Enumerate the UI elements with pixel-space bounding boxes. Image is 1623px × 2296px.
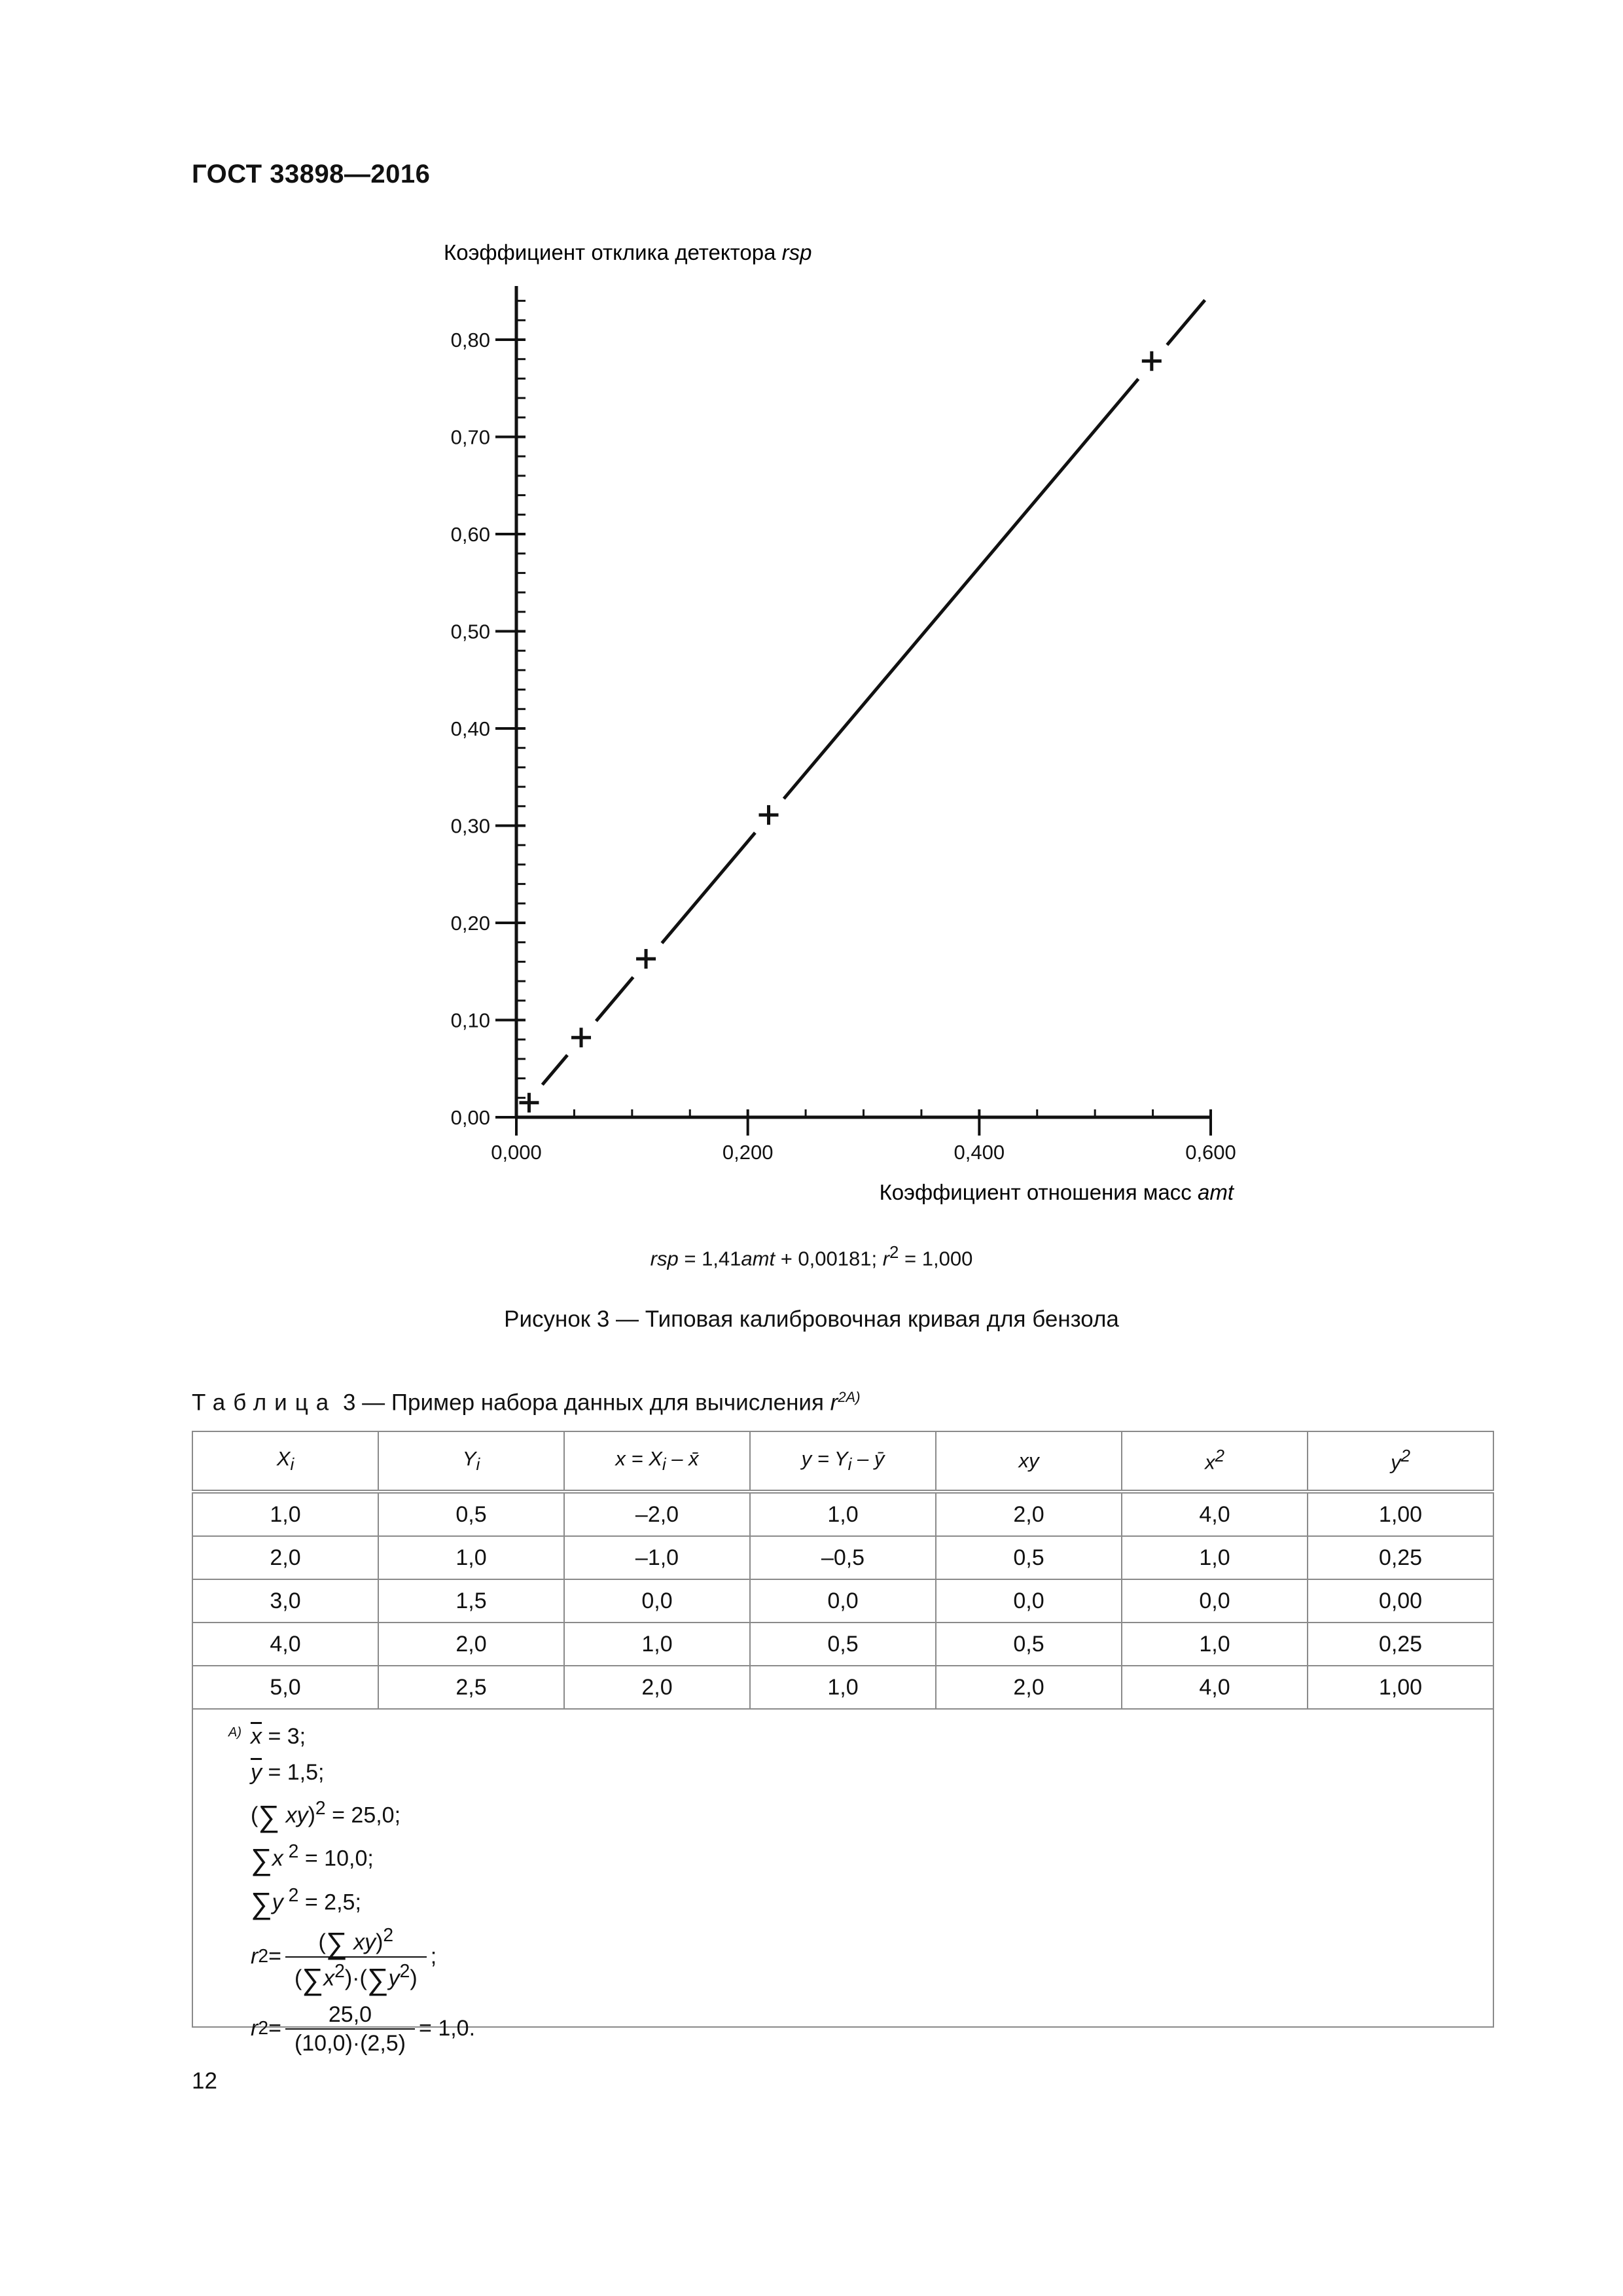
table-footnote [192,1709,1493,2056]
fit-line-segment [662,833,755,943]
table-row [192,1623,1493,1666]
table-cell: 0,0 [750,1579,936,1623]
x-tick-label: 0,000 [491,1141,542,1164]
data-table [192,1431,1494,2056]
table-cell: 0,0 [936,1579,1122,1623]
table-cell: 2,0 [192,1536,378,1579]
y-tick-label: 0,60 [450,523,490,546]
table-cell: 1,0 [750,1666,936,1709]
table-cell: 1,5 [378,1579,564,1623]
y-tick-label: 0,70 [450,425,490,449]
chart-axes [451,286,1236,1164]
x-tick-label: 0,600 [1185,1141,1236,1164]
footnote-sum-y2: ∑y $^2$ = 2,5; [251,1884,361,1920]
column-header: $y = Y_i$ – ȳ [750,1431,936,1492]
table-cell: 0,5 [378,1492,564,1536]
footnote-mean-y: $\overline{y} = 1,5$; [251,1760,325,1785]
data-point [636,949,656,969]
figure-caption: Рисунок 3 — Типовая калибровочная кривая для бензола [504,1306,1119,1332]
data-point [519,1093,539,1113]
table-cell: 1,0 [750,1492,936,1536]
y-tick-label: 0,00 [450,1106,490,1129]
x-axis-label: Коэффициент отношения масс amt [879,1180,1234,1204]
y-axis-label: Коэффициент отклика детектора rsp [444,240,812,264]
data-point [1142,351,1162,371]
table-cell: –1,0 [564,1536,750,1579]
x-tick-label: 0,200 [722,1141,774,1164]
fit-line-segment [596,977,633,1021]
table-cell: 1,0 [378,1536,564,1579]
table-row [192,1666,1493,1709]
table-cell: –2,0 [564,1492,750,1536]
column-header: $y^2$ [1308,1431,1493,1492]
table-cell: 0,00 [1308,1579,1493,1623]
table-row [192,1536,1493,1579]
footnote-r2-result: r 2 = $\frac{25,0}{(10,0)\cdot(2,5)}$ = 1,0. [251,2001,476,2056]
table-cell: 5,0 [192,1666,378,1709]
table-cell: 2,0 [564,1666,750,1709]
table-cell: 0,0 [1122,1579,1308,1623]
page-number: 12 [192,2068,217,2094]
table-cell: 0,0 [564,1579,750,1623]
fit-line-segment [784,379,1139,798]
y-tick-label: 0,40 [450,717,490,740]
y-tick-label: 0,20 [450,912,490,935]
table-cell: 4,0 [1122,1492,1308,1536]
table-cell: 1,0 [192,1492,378,1536]
footnote-mark: А) [228,1725,241,1740]
table-cell: 0,25 [1308,1623,1493,1666]
regression-equation: rsp = 1,41amt + 0,00181; $r^2 = 1,000$ [650,1244,973,1270]
table-cell: 0,5 [750,1623,936,1666]
fit-line-segment [1167,300,1205,345]
table-cell: 2,0 [936,1492,1122,1536]
table-footnote-row [192,1709,1493,2027]
table-row [192,1492,1493,1536]
data-point [571,1028,591,1047]
table-cell: 3,0 [192,1579,378,1623]
table-cell: 1,0 [1122,1623,1308,1666]
data-point [758,805,778,825]
footnote-mean-x: $\overline{x} = 3$; [251,1724,306,1749]
column-header: $Y_i$ [378,1431,564,1492]
table-cell: 1,0 [1122,1536,1308,1579]
x-tick-label: 0,400 [954,1141,1005,1164]
document-code-header: ГОСТ 33898—2016 [192,160,431,188]
table-title: Таблица 3 — Пример набора данных для вычисления $r^{2А)}$ [192,1389,861,1416]
y-tick-label: 0,30 [450,814,490,838]
table-cell: 2,0 [936,1666,1122,1709]
footnote-r2-formula: r 2 = $\frac{(\sum xy)^2}{(\sum x^2)\cdot(\sum y^2)}$ ; [251,1921,475,1993]
y-tick-label: 0,10 [450,1009,490,1032]
column-header: $x = X_i$ – x̄ [564,1431,750,1492]
table-cell: 0,5 [936,1623,1122,1666]
table-cell: 4,0 [1122,1666,1308,1709]
column-header: $X_i$ [192,1431,378,1492]
y-tick-label: 0,80 [450,329,490,351]
table-cell: 1,00 [1308,1666,1493,1709]
column-header: $x^2$ [1122,1431,1308,1492]
table-row [192,1579,1493,1623]
table-cell: –0,5 [750,1536,936,1579]
table-cell: 2,0 [378,1623,564,1666]
column-header: xy [936,1431,1122,1492]
table-header-row [192,1431,1493,1492]
table-cell: 1,0 [564,1623,750,1666]
table-cell: 1,00 [1308,1492,1493,1536]
table-cell: 0,25 [1308,1536,1493,1579]
fit-line-segment [543,1055,567,1085]
table-cell: 0,5 [936,1536,1122,1579]
footnote-sum-x2: ∑x $^2$ = 10,0; [251,1841,374,1876]
table-cell: 2,5 [378,1666,564,1709]
calibration-fit-line [543,300,1205,1085]
y-tick-label: 0,50 [450,620,490,643]
table-cell: 4,0 [192,1623,378,1666]
footnote-sum-xy-squared: (∑ xy)$^2$ = 25,0; [251,1798,401,1833]
